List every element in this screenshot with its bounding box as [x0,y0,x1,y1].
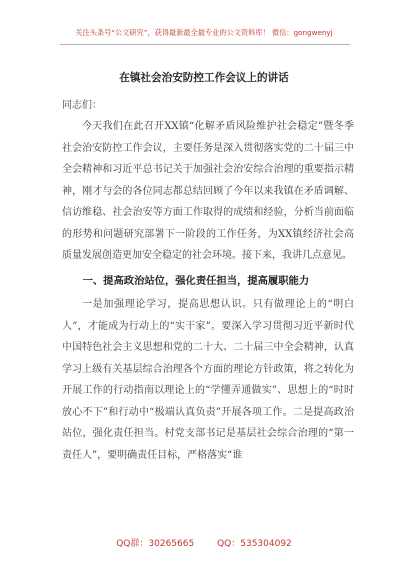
section-heading-1: 一、提高政治站位，强化责任担当，提高履职能力 [82,274,310,287]
intro-paragraph: 今天我们在此召开XX镇“化解矛盾风险维护社会稳定”暨冬季社会治安防控工作会议，主要任务是深入贯彻落实党的二十届三中全会精神和习近平总书记关于加强社会治安综合治理的重要指示精神，刚才与会的各位同志都总结回顾了今年以来我镇在矛盾调解、信访维稳、社会治安等方面工作取得的成绩和经验，分析当前面临的形势和问题研究部署下一阶段的工作任务，为XX镇经济社会高质量发展创造更加安全稳定的社会环境。接下来，我讲几点意见。 [62,121,354,261]
header-promo-note: 关注头条号“公文研究”，获得最新最全最专业的公文资料库！ 微信：gongwenyj [75,28,333,37]
footer-qq-group: QQ群：30265665 [116,539,195,549]
footer-qq-number: QQ：535304092 [217,539,292,549]
salutation: 同志们： [62,100,102,111]
document-body [62,116,354,466]
header-divider [60,44,350,45]
section-1-paragraph: 一是加强理论学习，提高思想认识。只有做理论上的“明白人”，才能成为行动上的“实干家”。要深入学习贯彻习近平新时代中国特色社会主义思想和党的二十大、二十届三中全会精神，认真学习上级有关基层综合治理各个方面的理论方针政策，将之转化为开展工作的行动指南以理论上的“学懂弄通做实”、思想上的“时时放心不下”和行动中“极端认真负责”开展各项工作。二是提高政治站位，强化责任担当。村党支部书记是基层社会综合治理的“第一责任人”，要明确责任目标，严格落实“谁 [62,299,354,461]
footer-contact [0,536,408,549]
document-title: 在镇社会治安防控工作会议上的讲话 [119,72,289,84]
